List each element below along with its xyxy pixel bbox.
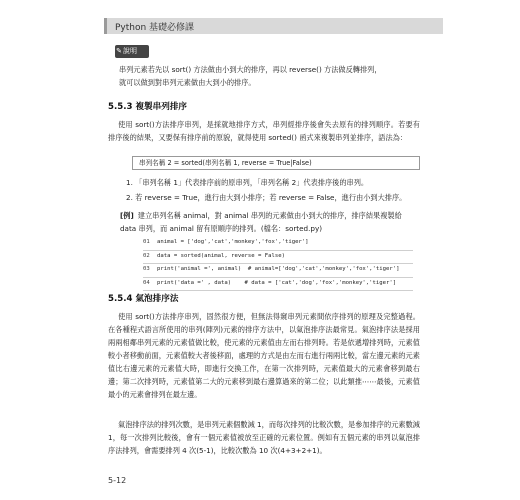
code-text: print('animal =', animal) # animal=['dog','cat','monkey','fox','tiger'] [157, 266, 400, 272]
list-item: 1. 「串列名稱 1」代表排序前的原串列，「串列名稱 2」代表排序後的串列。 [126, 178, 369, 187]
paragraph: 使用 sort()方法排序串列，固然很方便，但無法得窺串列元素間依序排列的原理及完整過程。在各種程式語言所使用的串列(陣列)元素的排序方法中，以氣泡排序法最常見。氣泡排序法是採用兩兩相鄰串列元素的元素值做比較，使元素的元素值由左而右排列時。若是依遞增排列時，元素值較小者移動前面，元素值較大者後移面，處理的方式是由左而右進行兩兩比較，當左邊元素的元素值比右邊元素的元素值大時，即進行交換工作，在第一次排列時，元素值最大的元素會移到最右邊；第二次排列時，元素值第二大的元素移到最右邊算過來的第二位；以此類推⋯⋯最後，元素值最小的元素會排列在最左邊。 [108, 312, 420, 399]
code-text: data = sorted(animal, reverse = False) [157, 252, 285, 259]
page-number: 5-12 [108, 476, 127, 485]
note-text [119, 63, 419, 89]
note-badge [115, 45, 149, 58]
section-title: 5.5.3 複製串列排序 [108, 102, 188, 112]
line-number: 04 [143, 279, 150, 286]
example-text: 建立串列名稱 animal，對 animal 串列的元素做由小到大的排序，排序結果複製給 data 串列，而 animal 留有原順序的排列。(檔名：sorted.py) [120, 211, 402, 233]
paragraph: 使用 sort()方法排序串列，是採就地排序方式，串列經排序後會失去原有的排列順序。若要有排序後的結果，又要保有排序前的原貌，就得使用 sorted() 函式來複製串列並排序，語法為： [108, 120, 420, 142]
code-text: animal = ['dog','cat','monkey','fox','tiger'] [157, 239, 309, 245]
code-listing [143, 237, 413, 291]
pencil-icon: ✎ [116, 47, 122, 55]
syntax-box: 串列名稱 2 = sorted(串列名稱 1, reverse = True|False) [132, 156, 420, 170]
header-title: Python 基礎必修課 [115, 23, 195, 33]
code-line [143, 237, 413, 251]
example-block [120, 209, 420, 235]
code-text: print('data =' , data) # data = ['cat','dog','fox','monkey','tiger'] [157, 279, 397, 286]
code-line [143, 278, 413, 292]
code-line [143, 251, 413, 265]
note-line: 就可以做到對串列元素做由大到小的排序。 [119, 78, 256, 87]
section-title: 5.5.4 氣泡排序法 [108, 294, 179, 304]
note-badge-label: 說明 [123, 47, 137, 55]
running-header [104, 18, 443, 34]
note-line: 串列元素若先以 sort() 方法做由小到大的排序，再以 reverse() 方法做反轉排列， [119, 65, 382, 74]
line-number: 02 [143, 252, 150, 259]
code-line [143, 264, 413, 278]
example-tag: [例] [120, 211, 134, 220]
list-item: 2. 若 reverse = True，進行由大到小排序；若 reverse = False，進行由小到大排序。 [126, 193, 407, 202]
line-number: 01 [143, 239, 150, 245]
line-number: 03 [143, 266, 150, 272]
paragraph: 氣泡排序法的排列次數，是串列元素個數減 1，而每次排列的比較次數，是參加排序的元素數減 1，每一次排列比較後，會有一個元素值被放至正確的元素位置。例如有五個元素的串列以氣泡排序法排列，會需要排列 4 次(5-1)，比較次數為 10 次(4+3+2+1)。 [108, 420, 420, 455]
